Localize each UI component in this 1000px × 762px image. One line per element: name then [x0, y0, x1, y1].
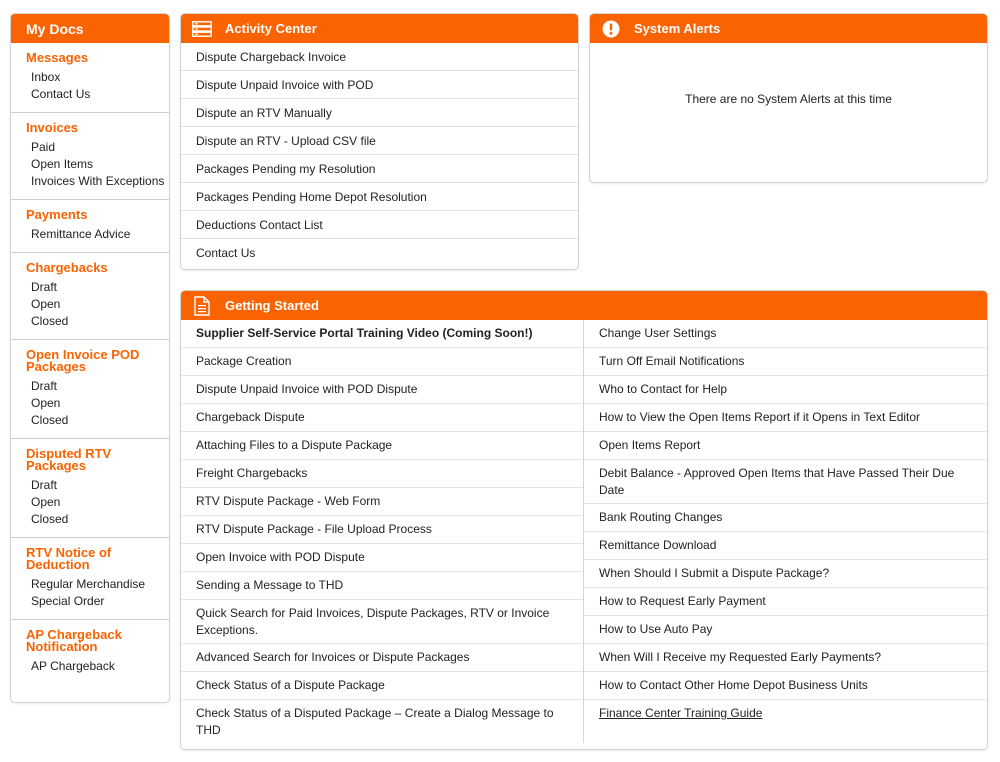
sidebar-section-title: Chargebacks	[26, 260, 108, 275]
activity-center-title: Activity Center	[225, 21, 317, 36]
alert-icon	[600, 18, 622, 40]
sidebar-item-closed[interactable]: Closed	[31, 314, 69, 328]
sidebar-section-title: AP Chargeback Notification	[26, 627, 122, 654]
sidebar-section-title: RTV Notice of Deduction	[26, 545, 112, 572]
getting-started-link[interactable]: Open Items Report	[584, 432, 987, 460]
sidebar-section-ap-chargeback-notification	[11, 620, 169, 684]
getting-started-link[interactable]: Turn Off Email Notifications	[584, 348, 987, 376]
getting-started-link[interactable]: Chargeback Dispute	[181, 404, 583, 432]
getting-started-title: Getting Started	[225, 298, 319, 313]
getting-started-link[interactable]: RTV Dispute Package - Web Form	[181, 488, 583, 516]
getting-started-link[interactable]: Advanced Search for Invoices or Dispute Packages	[181, 644, 583, 672]
getting-started-link[interactable]: Change User Settings	[584, 320, 987, 348]
sidebar-section-title: Open Invoice POD Packages	[26, 347, 140, 374]
sidebar-section-title: Messages	[26, 50, 89, 65]
my-docs-title: My Docs	[26, 20, 84, 37]
list-icon	[191, 18, 213, 40]
sidebar-section-disputed-rtv-packages	[11, 439, 169, 538]
sidebar-item-regular-merchandise[interactable]: Regular Merchandise	[31, 577, 146, 591]
getting-started-link[interactable]: Check Status of a Dispute Package	[181, 672, 583, 700]
sidebar-item-closed[interactable]: Closed	[31, 512, 69, 526]
sidebar-section-open-invoice-pod-packages	[11, 340, 169, 439]
getting-started-link[interactable]: Check Status of a Disputed Package – Create a Dialog Message to THD	[196, 706, 554, 737]
system-alerts-panel	[589, 13, 988, 183]
sidebar-item-contact-us[interactable]: Contact Us	[31, 87, 91, 101]
sidebar-sections	[11, 43, 169, 684]
sidebar-item-draft[interactable]: Draft	[31, 379, 58, 393]
getting-started-link[interactable]: Finance Center Training Guide	[599, 706, 763, 720]
sidebar-section-title: Disputed RTV Packages	[26, 446, 112, 473]
activity-list	[181, 43, 578, 267]
getting-started-link[interactable]: Bank Routing Changes	[584, 504, 987, 532]
activity-link-packages-pending-my-resolution[interactable]: Packages Pending my Resolution	[181, 155, 578, 183]
activity-link-dispute-an-rtv-upload-csv-file[interactable]: Dispute an RTV - Upload CSV file	[181, 127, 578, 155]
getting-started-link[interactable]: Quick Search for Paid Invoices, Dispute Packages, RTV or Invoice Exceptions.	[181, 600, 583, 644]
getting-started-link[interactable]: Debit Balance - Approved Open Items that Have Passed Their Due Date	[584, 460, 987, 504]
activity-center-panel	[180, 13, 579, 270]
getting-started-link[interactable]: Dispute Unpaid Invoice with POD Dispute	[181, 376, 583, 404]
getting-started-link[interactable]: Supplier Self-Service Portal Training Video (Coming Soon!)	[181, 320, 583, 348]
sidebar-item-closed[interactable]: Closed	[31, 413, 69, 427]
sidebar-item-draft[interactable]: Draft	[31, 280, 58, 294]
getting-started-link[interactable]: Attaching Files to a Dispute Package	[181, 432, 583, 460]
sidebar-item-open[interactable]: Open	[31, 396, 61, 410]
activity-link-packages-pending-home-depot-resolution[interactable]: Packages Pending Home Depot Resolution	[181, 183, 578, 211]
getting-started-link[interactable]: Open Invoice with POD Dispute	[181, 544, 583, 572]
getting-started-link[interactable]: How to View the Open Items Report if it Opens in Text Editor	[584, 404, 987, 432]
sidebar-item-special-order[interactable]: Special Order	[31, 594, 105, 608]
activity-link-dispute-unpaid-invoice-with-pod[interactable]: Dispute Unpaid Invoice with POD	[181, 71, 578, 99]
activity-link-dispute-an-rtv-manually[interactable]: Dispute an RTV Manually	[181, 99, 578, 127]
getting-started-link[interactable]: RTV Dispute Package - File Upload Process	[181, 516, 583, 544]
getting-started-link[interactable]: How to Contact Other Home Depot Business Units	[584, 672, 987, 700]
activity-link-dispute-chargeback-invoice[interactable]: Dispute Chargeback Invoice	[181, 43, 578, 71]
getting-started-columns	[181, 320, 987, 743]
activity-center-header	[181, 14, 578, 43]
my-docs-header	[11, 14, 169, 43]
getting-started-right-column	[584, 320, 987, 743]
getting-started-link[interactable]: Remittance Download	[584, 532, 987, 560]
sidebar-section-chargebacks	[11, 253, 169, 340]
system-alerts-title: System Alerts	[634, 21, 721, 36]
sidebar-item-remittance-advice[interactable]: Remittance Advice	[31, 227, 131, 241]
getting-started-link[interactable]: How to Use Auto Pay	[584, 616, 987, 644]
system-alerts-message: There are no System Alerts at this time	[685, 92, 892, 106]
sidebar-item-open-items[interactable]: Open Items	[31, 157, 94, 171]
document-icon	[191, 295, 213, 317]
sidebar-item-open[interactable]: Open	[31, 495, 61, 509]
sidebar-item-open[interactable]: Open	[31, 297, 61, 311]
sidebar-section-messages	[11, 43, 169, 113]
system-alerts-header	[590, 14, 987, 43]
getting-started-panel	[180, 290, 988, 750]
getting-started-link[interactable]: How to Request Early Payment	[584, 588, 987, 616]
getting-started-link[interactable]: When Should I Submit a Dispute Package?	[584, 560, 987, 588]
getting-started-link[interactable]: When Will I Receive my Requested Early Payments?	[584, 644, 987, 672]
sidebar-section-rtv-notice-of-deduction	[11, 538, 169, 620]
getting-started-link[interactable]: Sending a Message to THD	[181, 572, 583, 600]
sidebar-section-invoices	[11, 113, 169, 200]
sidebar-item-invoices-with-exceptions[interactable]: Invoices With Exceptions	[31, 174, 165, 188]
activity-link-deductions-contact-list[interactable]: Deductions Contact List	[181, 211, 578, 239]
sidebar-item-draft[interactable]: Draft	[31, 478, 58, 492]
getting-started-link[interactable]: Who to Contact for Help	[584, 376, 987, 404]
sidebar-item-ap-chargeback[interactable]: AP Chargeback	[31, 659, 115, 673]
my-docs-panel	[10, 13, 170, 703]
getting-started-link[interactable]: Freight Chargebacks	[181, 460, 583, 488]
activity-link-contact-us[interactable]: Contact Us	[196, 246, 256, 260]
getting-started-header	[181, 291, 987, 320]
sidebar-item-inbox[interactable]: Inbox	[31, 70, 61, 84]
getting-started-link[interactable]: Package Creation	[181, 348, 583, 376]
sidebar-section-title: Invoices	[26, 120, 79, 135]
sidebar-item-paid[interactable]: Paid	[31, 140, 56, 154]
getting-started-left-column	[181, 320, 584, 743]
sidebar-section-title: Payments	[26, 207, 88, 222]
sidebar-section-payments	[11, 200, 169, 253]
